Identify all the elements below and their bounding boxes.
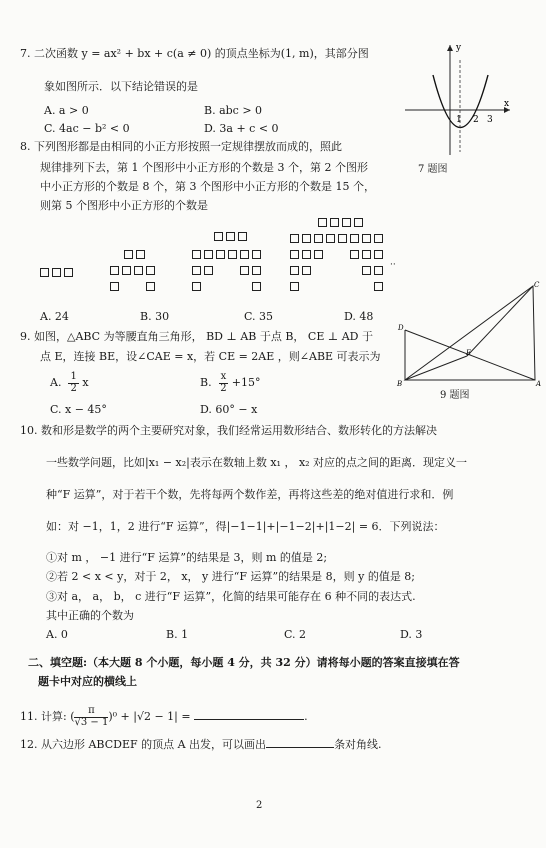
q10-option-b: B. 1 [166, 628, 189, 641]
q10-option-c: C. 2 [284, 628, 307, 641]
q10-line-1: 10. 数和形是数学的两个主要研究对象，我们经常运用数形结合、数形转化的方法解决 [20, 424, 437, 437]
q9-label-a: A [536, 380, 542, 388]
section2-heading-line1: 二、填空题:（本大题 8 个小题，每小题 4 分，共 32 分）请将每小题的答案直接填在答 [28, 656, 460, 669]
q8-option-d: D. 48 [344, 310, 374, 323]
q9-option-b: B. $\frac{x}{2}$ +15° [200, 371, 261, 394]
q9-label-d: D [398, 324, 404, 332]
q7-parabola-figure [400, 40, 520, 160]
q8-option-a: A. 24 [40, 310, 69, 323]
q7-axis-y-label: y [456, 43, 462, 53]
q10-question: 其中正确的个数为 [46, 609, 134, 622]
q9-option-a: A. $\frac{1}{2}$ x [50, 371, 89, 394]
q9-label-b: B [397, 380, 403, 388]
q7-tick-3: 3 [487, 115, 493, 125]
q12-text: 12. 从六边形 ABCDEF 的顶点 A 出发，可以画出 条对角线. [20, 738, 382, 751]
q7-stem-line1: 7. 二次函数 y = ax² + bx + c(a ≠ 0) 的顶点坐标为(1, m)，其部分图 [20, 47, 369, 60]
q7-option-b: B. abc > 0 [204, 104, 263, 117]
q7-axis-x-label: x [504, 99, 510, 109]
q8-dots: ·· [390, 260, 396, 270]
q8-line-2: 规律排列下去，第 1 个图形中小正方形的个数是 3 个，第 2 个图形 [40, 161, 368, 174]
q9-line-1: 9. 如图，△ABC 为等腰直角三角形， BD ⊥ AB 于点 B， CE ⊥ AD 于 [20, 330, 373, 343]
q10-option-a: A. 0 [46, 628, 68, 641]
q7-figure-caption: 7 题图 [418, 164, 448, 175]
q10-statement-3: ③对 a， a， b， c 进行“F 运算”，化简的结果可能存在 6 种不同的表达式. [46, 590, 416, 603]
q9-line-2: 点 E，连接 BE，设∠CAE = x，若 CE = 2AE ，则∠ABE 可表示为 [40, 350, 381, 363]
q10-line-4: 如：对 −1，1，2 进行“F 运算”，得|−1−1|+|−1−2|+|1−2| = 6．下列说法： [46, 520, 445, 533]
q7-tick-1: 1 [456, 115, 462, 125]
q8-option-c: C. 35 [244, 310, 274, 323]
q7-stem-line2: 象如图所示．以下结论错误的是 [44, 80, 198, 93]
q11-answer-blank[interactable] [194, 719, 304, 720]
q9-option-c: C. x − 45° [50, 403, 107, 416]
q11-expression: 11. 计算: ( $\frac{\pi}{√3 - 1}$ )⁰ + |√2 − 1| = . [20, 705, 308, 728]
q9-triangle-figure [395, 280, 543, 390]
q10-line-3: 种“F 运算”，对于若干个数，先将每两个数作差，再将这些差的绝对值进行求和．例 [46, 488, 454, 501]
q9-label-c: C [534, 281, 540, 289]
q7-option-c: C. 4ac − b² < 0 [44, 122, 130, 135]
q8-line-1: 8. 下列图形都是由相同的小正方形按照一定规律摆放而成的，照此 [20, 140, 342, 153]
q8-line-3: 中小正方形的个数是 8 个，第 3 个图形中小正方形的个数是 15 个， [40, 180, 375, 193]
q9-label-e: E [466, 349, 472, 357]
q8-line-4: 则第 5 个图形中小正方形的个数是 [40, 199, 208, 212]
q10-option-d: D. 3 [400, 628, 423, 641]
q9-figure-caption: 9 题图 [440, 390, 470, 401]
section2-heading-line2: 题卡中对应的横线上 [38, 675, 137, 688]
q7-option-a: A. a > 0 [44, 104, 89, 117]
q8-option-b: B. 30 [140, 310, 170, 323]
q7-option-d: D. 3a + c < 0 [204, 122, 279, 135]
q10-line-2: 一些数学问题，比如|x₁ − x₂|表示在数轴上数 x₁ ， x₂ 对应的点之间的距离．现定义一 [46, 456, 468, 469]
q7-tick-2: 2 [473, 115, 479, 125]
q9-option-d: D. 60° − x [200, 403, 258, 416]
q12-answer-blank[interactable] [266, 747, 334, 748]
page-number: 2 [256, 800, 263, 811]
q10-statement-1: ①对 m ， −1 进行“F 运算”的结果是 3，则 m 的值是 2; [46, 551, 328, 564]
q10-statement-2: ②若 2 < x < y，对于 2， x， y 进行“F 运算”的结果是 8，则 y 的值是 8; [46, 570, 416, 583]
